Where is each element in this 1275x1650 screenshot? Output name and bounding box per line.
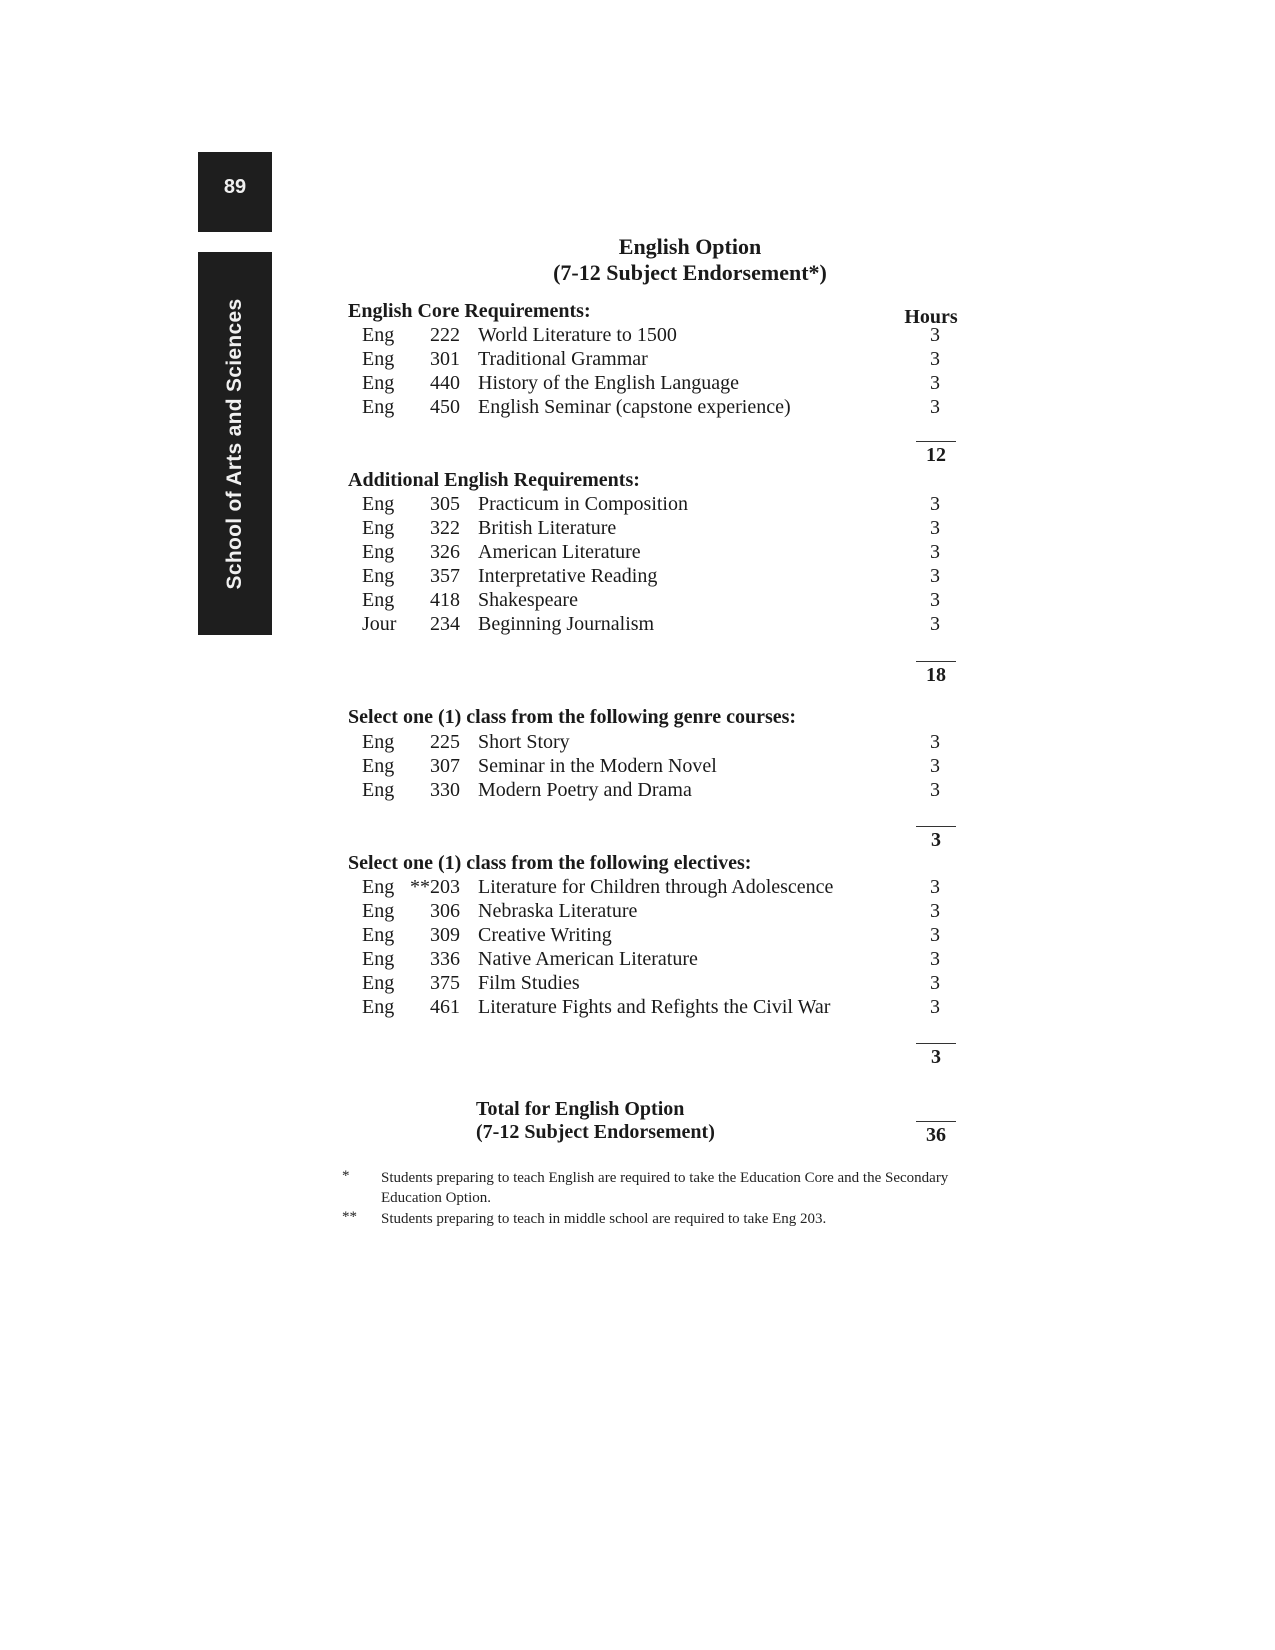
- course-hours: 3: [930, 613, 940, 635]
- course-hours: 3: [930, 541, 940, 563]
- course-number: 375: [430, 972, 460, 994]
- course-number: 225: [430, 731, 460, 753]
- total-hours: 36: [916, 1121, 956, 1147]
- course-hours: 3: [930, 876, 940, 898]
- course-number: 450: [430, 396, 460, 418]
- course-row: [0, 948, 1275, 973]
- course-hours: 3: [930, 731, 940, 753]
- course-row: [0, 589, 1275, 614]
- section-heading: Select one (1) class from the following electives:: [348, 852, 752, 874]
- course-dept: Eng: [362, 565, 395, 587]
- course-dept: Eng: [362, 948, 395, 970]
- footnote-mark: **: [342, 1209, 357, 1225]
- course-dept: Eng: [362, 755, 395, 777]
- course-row: [0, 541, 1275, 566]
- side-tab-label: School of Arts and Sciences: [223, 298, 246, 589]
- course-title: British Literature: [478, 517, 617, 539]
- course-title: Short Story: [478, 731, 570, 753]
- course-title: Literature Fights and Refights the Civil War: [478, 996, 831, 1018]
- course-hours: 3: [930, 324, 940, 346]
- course-row: [0, 731, 1275, 756]
- course-number: 309: [430, 924, 460, 946]
- course-hours: 3: [930, 396, 940, 418]
- course-number: **203: [410, 876, 460, 898]
- course-dept: Eng: [362, 372, 395, 394]
- course-row: [0, 779, 1275, 804]
- course-hours: 3: [930, 779, 940, 801]
- page-number: 89: [198, 152, 272, 232]
- course-number: 336: [430, 948, 460, 970]
- section-subtotal: 12: [916, 441, 956, 467]
- course-number: 322: [430, 517, 460, 539]
- course-number: 418: [430, 589, 460, 611]
- course-number: 440: [430, 372, 460, 394]
- section-subtotal: 3: [916, 1043, 956, 1069]
- course-title: Native American Literature: [478, 948, 698, 970]
- course-row: [0, 972, 1275, 997]
- course-dept: Eng: [362, 996, 395, 1018]
- section-heading: Select one (1) class from the following genre courses:: [348, 706, 797, 728]
- course-hours: 3: [930, 972, 940, 994]
- footnote-text: Students preparing to teach in middle school are required to take Eng 203.: [381, 1211, 827, 1227]
- course-title: Creative Writing: [478, 924, 612, 946]
- course-title: Film Studies: [478, 972, 580, 994]
- course-title: Seminar in the Modern Novel: [478, 755, 717, 777]
- course-dept: Eng: [362, 589, 395, 611]
- course-dept: Eng: [362, 517, 395, 539]
- course-row: [0, 900, 1275, 925]
- course-dept: Eng: [362, 396, 395, 418]
- course-number: 326: [430, 541, 460, 563]
- course-hours: 3: [930, 589, 940, 611]
- course-number: 307: [430, 755, 460, 777]
- course-row: [0, 876, 1275, 901]
- course-row: [0, 996, 1275, 1021]
- course-title: History of the English Language: [478, 372, 740, 394]
- course-title: Shakespeare: [478, 589, 578, 611]
- course-title: Modern Poetry and Drama: [478, 779, 692, 801]
- course-number: 234: [430, 613, 460, 635]
- course-hours: 3: [930, 996, 940, 1018]
- course-number: 305: [430, 493, 460, 515]
- course-title: Traditional Grammar: [478, 348, 648, 370]
- course-dept: Eng: [362, 779, 395, 801]
- section-subtotal: 3: [916, 826, 956, 852]
- course-hours: 3: [930, 493, 940, 515]
- course-number: 306: [430, 900, 460, 922]
- course-hours: 3: [930, 948, 940, 970]
- course-dept: Eng: [362, 541, 395, 563]
- course-title: Nebraska Literature: [478, 900, 638, 922]
- course-dept: Eng: [362, 900, 395, 922]
- hours-column-header: Hours: [904, 306, 958, 328]
- course-dept: Jour: [362, 613, 397, 635]
- course-title: Practicum in Composition: [478, 493, 688, 515]
- course-hours: 3: [930, 348, 940, 370]
- course-number: 222: [430, 324, 460, 346]
- course-title: American Literature: [478, 541, 641, 563]
- total-sublabel: (7-12 Subject Endorsement): [476, 1121, 715, 1143]
- course-row: [0, 493, 1275, 518]
- page-title: English Option: [618, 234, 762, 259]
- course-hours: 3: [930, 372, 940, 394]
- course-row: [0, 372, 1275, 397]
- course-row: [0, 565, 1275, 590]
- course-row: [0, 755, 1275, 780]
- course-dept: Eng: [362, 924, 395, 946]
- course-row: [0, 396, 1275, 421]
- course-number: 301: [430, 348, 460, 370]
- course-number: 330: [430, 779, 460, 801]
- course-row: [0, 924, 1275, 949]
- course-number: 357: [430, 565, 460, 587]
- page-subtitle: (7-12 Subject Endorsement*): [553, 260, 827, 285]
- course-dept: Eng: [362, 972, 395, 994]
- total-label: Total for English Option: [476, 1098, 685, 1120]
- course-title: Beginning Journalism: [478, 613, 655, 635]
- course-row: [0, 348, 1275, 373]
- course-dept: Eng: [362, 493, 395, 515]
- course-dept: Eng: [362, 348, 395, 370]
- section-heading: Additional English Requirements:: [348, 469, 640, 491]
- course-dept: Eng: [362, 324, 395, 346]
- course-title: Interpretative Reading: [478, 565, 658, 587]
- course-hours: 3: [930, 565, 940, 587]
- course-number: 461: [430, 996, 460, 1018]
- footnote-mark: *: [342, 1168, 350, 1184]
- course-hours: 3: [930, 900, 940, 922]
- course-title: English Seminar (capstone experience): [478, 396, 791, 418]
- course-row: [0, 613, 1275, 638]
- course-title: World Literature to 1500: [478, 324, 677, 346]
- course-row: [0, 324, 1275, 349]
- course-row: [0, 517, 1275, 542]
- course-dept: Eng: [362, 731, 395, 753]
- section-subtotal: 18: [916, 661, 956, 687]
- course-dept: Eng: [362, 876, 395, 898]
- course-title: Literature for Children through Adolescence: [478, 876, 834, 898]
- section-heading: English Core Requirements:: [348, 300, 591, 322]
- course-hours: 3: [930, 924, 940, 946]
- footnote-text: Students preparing to teach English are required to take the Education Core and the Secondary Education Option.: [381, 1170, 949, 1206]
- course-hours: 3: [930, 517, 940, 539]
- course-hours: 3: [930, 755, 940, 777]
